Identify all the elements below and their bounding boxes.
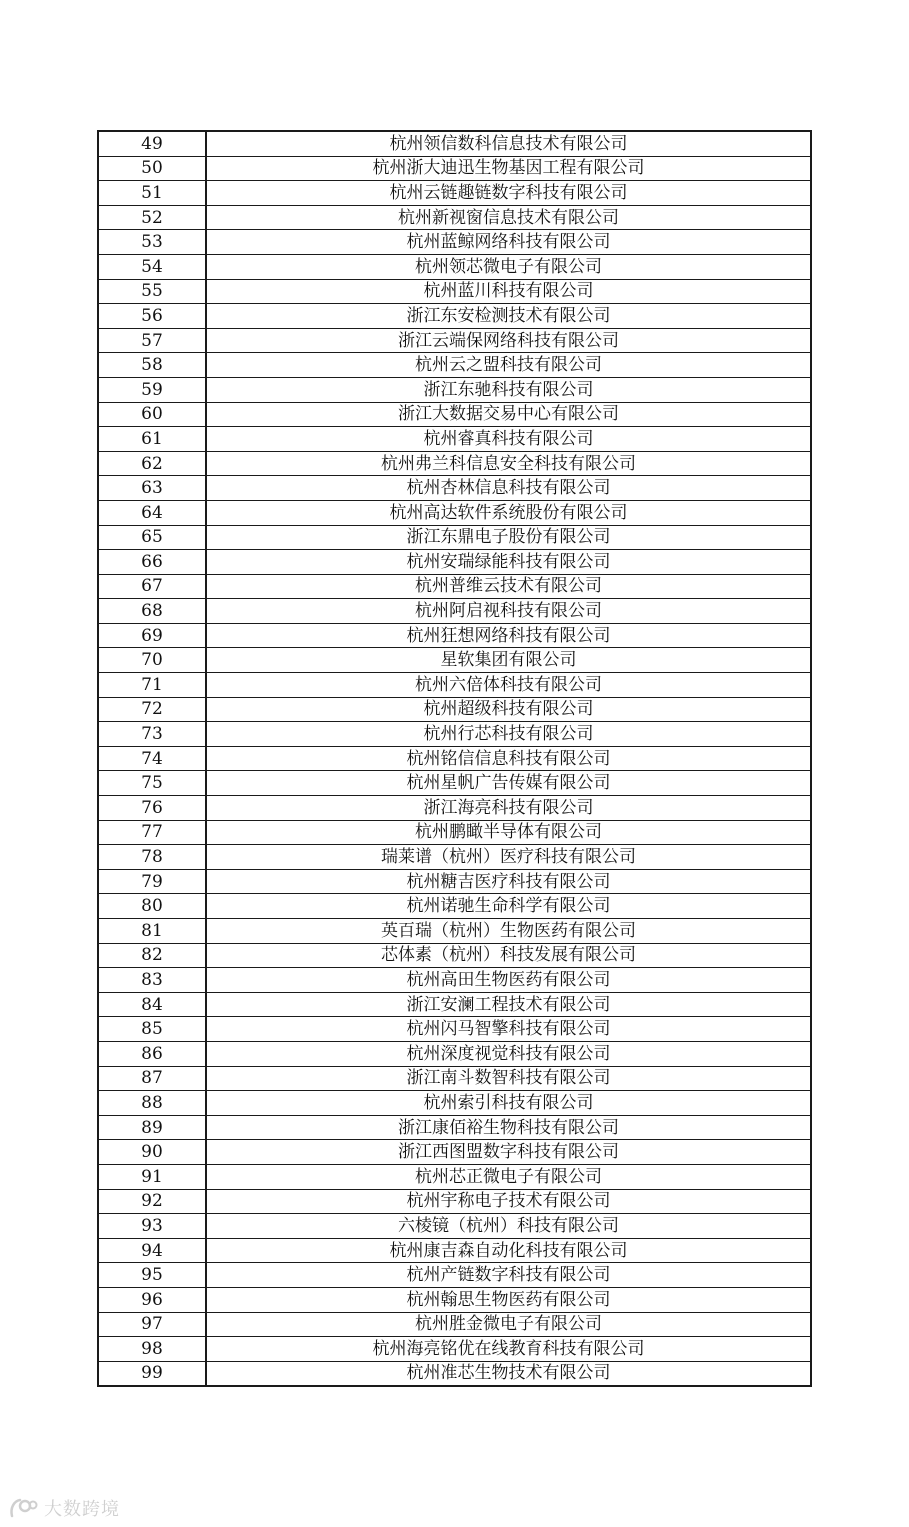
table-row xyxy=(98,1164,811,1189)
company-name: 杭州胜金微电子有限公司 xyxy=(206,1312,811,1337)
company-name: 杭州云之盟科技有限公司 xyxy=(206,353,811,378)
table-row xyxy=(98,796,811,821)
company-name: 杭州领芯微电子有限公司 xyxy=(206,254,811,279)
row-number: 61 xyxy=(98,427,206,452)
table-row xyxy=(98,1140,811,1165)
row-number: 97 xyxy=(98,1312,206,1337)
row-number: 91 xyxy=(98,1164,206,1189)
company-list-table xyxy=(97,130,812,1387)
company-name: 浙江南斗数智科技有限公司 xyxy=(206,1066,811,1091)
table-row xyxy=(98,451,811,476)
row-number: 75 xyxy=(98,771,206,796)
row-number: 95 xyxy=(98,1263,206,1288)
company-name: 杭州弗兰科信息安全科技有限公司 xyxy=(206,451,811,476)
row-number: 64 xyxy=(98,500,206,525)
company-name: 杭州宇称电子技术有限公司 xyxy=(206,1189,811,1214)
table-row xyxy=(98,1066,811,1091)
table-row xyxy=(98,1287,811,1312)
row-number: 58 xyxy=(98,353,206,378)
table-row xyxy=(98,131,811,156)
row-number: 59 xyxy=(98,377,206,402)
row-number: 74 xyxy=(98,746,206,771)
table-row xyxy=(98,1337,811,1362)
row-number: 70 xyxy=(98,648,206,673)
company-name: 杭州准芯生物技术有限公司 xyxy=(206,1361,811,1386)
company-name: 杭州产链数字科技有限公司 xyxy=(206,1263,811,1288)
watermark-text: 大数跨境 xyxy=(44,1499,120,1520)
table-row xyxy=(98,525,811,550)
company-name: 杭州翰思生物医药有限公司 xyxy=(206,1287,811,1312)
table-row xyxy=(98,623,811,648)
company-name: 杭州云链趣链数字科技有限公司 xyxy=(206,181,811,206)
row-number: 76 xyxy=(98,796,206,821)
company-name: 杭州安瑞绿能科技有限公司 xyxy=(206,550,811,575)
company-name: 杭州领信数科信息技术有限公司 xyxy=(206,131,811,156)
table-row xyxy=(98,968,811,993)
company-name: 杭州诺驰生命科学有限公司 xyxy=(206,894,811,919)
company-name: 杭州狂想网络科技有限公司 xyxy=(206,623,811,648)
row-number: 86 xyxy=(98,1041,206,1066)
row-number: 77 xyxy=(98,820,206,845)
row-number: 84 xyxy=(98,992,206,1017)
row-number: 69 xyxy=(98,623,206,648)
row-number: 88 xyxy=(98,1091,206,1116)
table-row xyxy=(98,1361,811,1386)
table-row xyxy=(98,845,811,870)
table-row xyxy=(98,1263,811,1288)
table-row xyxy=(98,353,811,378)
company-name: 杭州蓝鲸网络科技有限公司 xyxy=(206,230,811,255)
company-name: 杭州普维云技术有限公司 xyxy=(206,574,811,599)
company-name: 杭州睿真科技有限公司 xyxy=(206,427,811,452)
row-number: 53 xyxy=(98,230,206,255)
row-number: 54 xyxy=(98,254,206,279)
row-number: 66 xyxy=(98,550,206,575)
company-name: 杭州铭信信息科技有限公司 xyxy=(206,746,811,771)
table-row xyxy=(98,820,811,845)
row-number: 79 xyxy=(98,869,206,894)
table-row xyxy=(98,427,811,452)
table-row xyxy=(98,1091,811,1116)
table-row xyxy=(98,181,811,206)
company-name: 杭州索引科技有限公司 xyxy=(206,1091,811,1116)
company-name: 杭州阿启视科技有限公司 xyxy=(206,599,811,624)
row-number: 99 xyxy=(98,1361,206,1386)
row-number: 85 xyxy=(98,1017,206,1042)
row-number: 71 xyxy=(98,673,206,698)
row-number: 81 xyxy=(98,919,206,944)
company-name: 浙江西图盟数字科技有限公司 xyxy=(206,1140,811,1165)
table-row xyxy=(98,1214,811,1239)
row-number: 65 xyxy=(98,525,206,550)
table-row xyxy=(98,771,811,796)
table-row xyxy=(98,1189,811,1214)
row-number: 63 xyxy=(98,476,206,501)
table-row xyxy=(98,205,811,230)
table-row xyxy=(98,894,811,919)
table-row xyxy=(98,304,811,329)
table-row xyxy=(98,1238,811,1263)
company-name: 芯体素（杭州）科技发展有限公司 xyxy=(206,943,811,968)
row-number: 94 xyxy=(98,1238,206,1263)
row-number: 98 xyxy=(98,1337,206,1362)
company-name: 杭州高达软件系统股份有限公司 xyxy=(206,500,811,525)
table-row xyxy=(98,1041,811,1066)
table-row xyxy=(98,230,811,255)
row-number: 60 xyxy=(98,402,206,427)
row-number: 56 xyxy=(98,304,206,329)
company-name: 浙江东鼎电子股份有限公司 xyxy=(206,525,811,550)
row-number: 83 xyxy=(98,968,206,993)
table-row xyxy=(98,599,811,624)
row-number: 80 xyxy=(98,894,206,919)
table-row xyxy=(98,722,811,747)
row-number: 49 xyxy=(98,131,206,156)
company-name: 杭州糖吉医疗科技有限公司 xyxy=(206,869,811,894)
row-number: 90 xyxy=(98,1140,206,1165)
company-name: 浙江云端保网络科技有限公司 xyxy=(206,328,811,353)
row-number: 52 xyxy=(98,205,206,230)
company-name: 星软集团有限公司 xyxy=(206,648,811,673)
table-row xyxy=(98,992,811,1017)
table-row xyxy=(98,574,811,599)
row-number: 96 xyxy=(98,1287,206,1312)
row-number: 57 xyxy=(98,328,206,353)
company-name: 六棱镜（杭州）科技有限公司 xyxy=(206,1214,811,1239)
table-row xyxy=(98,500,811,525)
company-name: 浙江海亮科技有限公司 xyxy=(206,796,811,821)
company-name: 浙江东安检测技术有限公司 xyxy=(206,304,811,329)
company-name: 杭州超级科技有限公司 xyxy=(206,697,811,722)
brand-logo-icon xyxy=(8,1496,38,1520)
company-name: 瑞莱谱（杭州）医疗科技有限公司 xyxy=(206,845,811,870)
company-name: 杭州杏林信息科技有限公司 xyxy=(206,476,811,501)
table-body xyxy=(98,131,811,1386)
table-row xyxy=(98,279,811,304)
row-number: 89 xyxy=(98,1115,206,1140)
company-name: 浙江康佰裕生物科技有限公司 xyxy=(206,1115,811,1140)
row-number: 93 xyxy=(98,1214,206,1239)
row-number: 73 xyxy=(98,722,206,747)
table-row xyxy=(98,377,811,402)
table-row xyxy=(98,402,811,427)
table-row xyxy=(98,648,811,673)
company-name: 浙江安澜工程技术有限公司 xyxy=(206,992,811,1017)
table-row xyxy=(98,550,811,575)
table-row xyxy=(98,1115,811,1140)
table-row xyxy=(98,328,811,353)
company-name: 杭州星帆广告传媒有限公司 xyxy=(206,771,811,796)
row-number: 78 xyxy=(98,845,206,870)
table-row xyxy=(98,943,811,968)
row-number: 62 xyxy=(98,451,206,476)
company-name: 杭州蓝川科技有限公司 xyxy=(206,279,811,304)
row-number: 55 xyxy=(98,279,206,304)
company-name: 杭州康吉森自动化科技有限公司 xyxy=(206,1238,811,1263)
row-number: 82 xyxy=(98,943,206,968)
table-row xyxy=(98,254,811,279)
row-number: 50 xyxy=(98,156,206,181)
company-name: 浙江东驰科技有限公司 xyxy=(206,377,811,402)
company-name: 杭州鹏瞰半导体有限公司 xyxy=(206,820,811,845)
company-name: 浙江大数据交易中心有限公司 xyxy=(206,402,811,427)
company-name: 杭州六倍体科技有限公司 xyxy=(206,673,811,698)
table-row xyxy=(98,869,811,894)
watermark xyxy=(8,1493,120,1523)
table-row xyxy=(98,1017,811,1042)
company-name: 杭州新视窗信息技术有限公司 xyxy=(206,205,811,230)
row-number: 68 xyxy=(98,599,206,624)
row-number: 87 xyxy=(98,1066,206,1091)
row-number: 51 xyxy=(98,181,206,206)
company-name: 杭州闪马智擎科技有限公司 xyxy=(206,1017,811,1042)
table-row xyxy=(98,746,811,771)
company-name: 杭州海亮铭优在线教育科技有限公司 xyxy=(206,1337,811,1362)
company-name: 杭州浙大迪迅生物基因工程有限公司 xyxy=(206,156,811,181)
table-row xyxy=(98,476,811,501)
table-row xyxy=(98,673,811,698)
table-row xyxy=(98,1312,811,1337)
row-number: 67 xyxy=(98,574,206,599)
company-name: 杭州行芯科技有限公司 xyxy=(206,722,811,747)
table-row xyxy=(98,156,811,181)
company-name: 英百瑞（杭州）生物医药有限公司 xyxy=(206,919,811,944)
table-row xyxy=(98,919,811,944)
company-name: 杭州高田生物医药有限公司 xyxy=(206,968,811,993)
company-name: 杭州深度视觉科技有限公司 xyxy=(206,1041,811,1066)
row-number: 72 xyxy=(98,697,206,722)
row-number: 92 xyxy=(98,1189,206,1214)
table-row xyxy=(98,697,811,722)
company-name: 杭州芯正微电子有限公司 xyxy=(206,1164,811,1189)
